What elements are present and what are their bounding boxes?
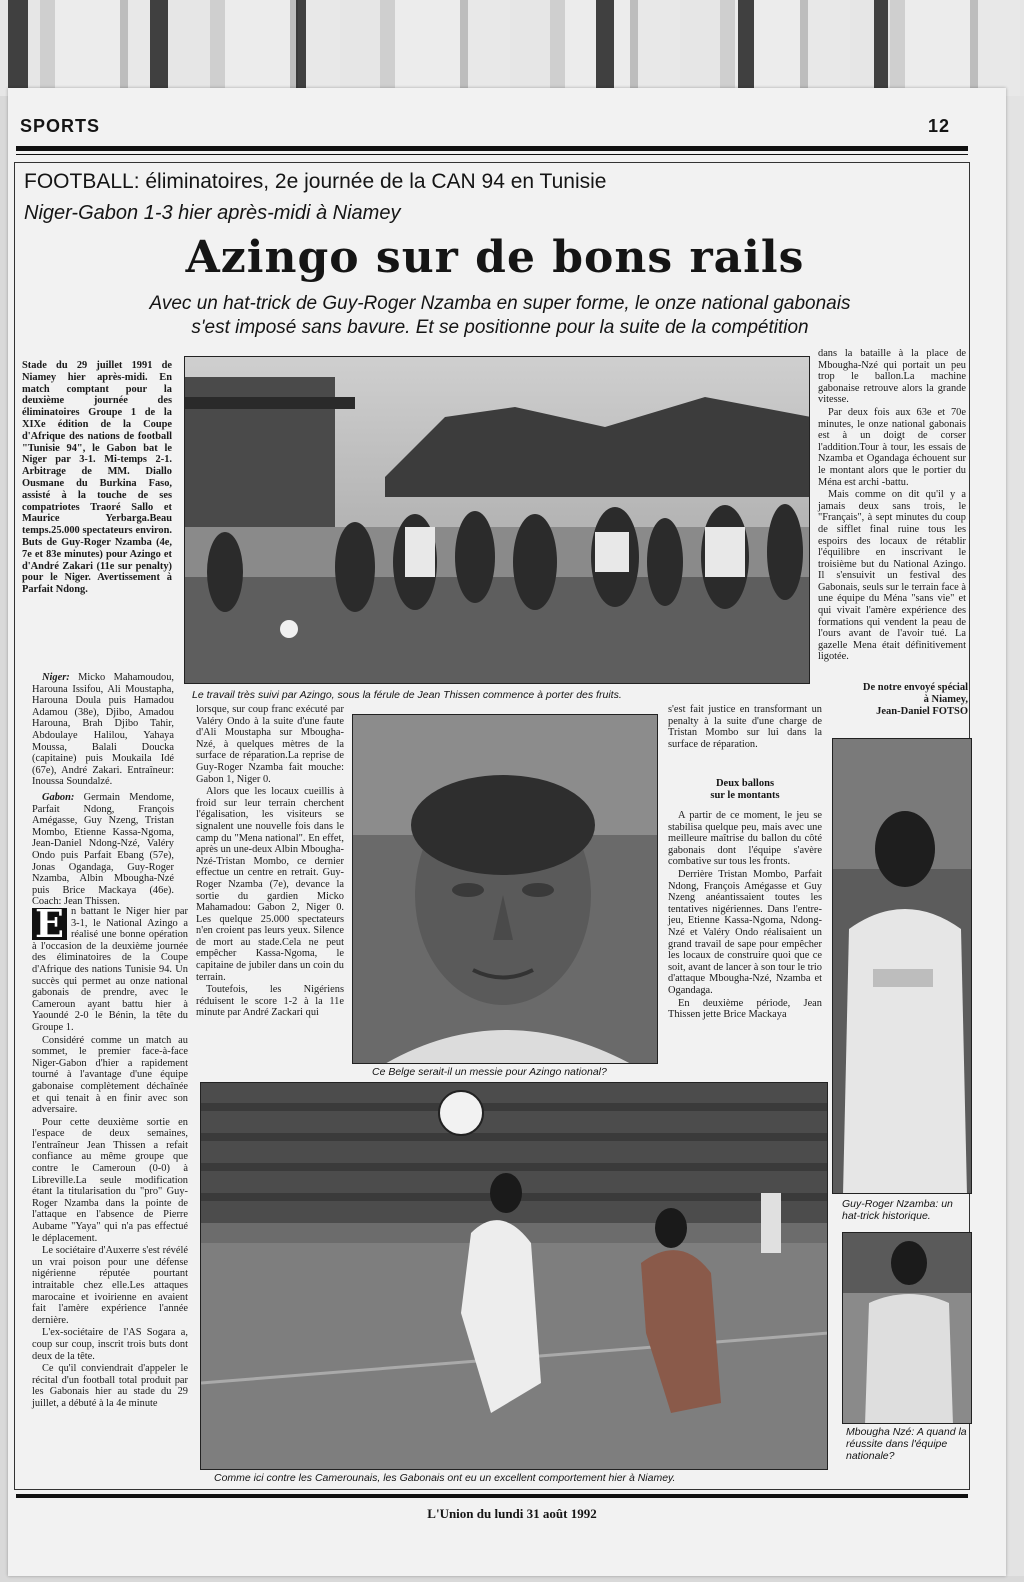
deck-line-2: s'est imposé sans bavure. Et se positionne pour la suite de la compétition	[191, 317, 809, 338]
gabon-lineup	[32, 792, 174, 908]
body-column-3	[668, 704, 822, 751]
col4-paragraph-2: Par deux fois aux 63e et 70e minutes, le onze national gabonais est à un doigt de corser l'addition.Tour à tour, les essais de Nzamba et Ogandaga échouent sur le montant alors que le portier du Ména est archi -battu.	[818, 406, 966, 488]
subhead-line-1: Deux ballons	[715, 778, 775, 789]
match-factbox	[22, 360, 172, 597]
niger-lineup-text: Micko Mahamoudou, Harouna Issifou, Ali Moustapha, Harouna Doula puis Hamadou Adamou (38e), Djibo, Amadou Harouna, Brah Djibo Tahir, Abdoulaye Halilou, Yahaya Moussa, Balali Doucka (capitaine) puis Moukaila Idé (67e), André Zakari. Entraîneur: Inoussa Soundalzé.	[32, 672, 174, 788]
article-deck	[60, 292, 940, 340]
col1-paragraph-3: Pour cette deuxième sortie en l'espace de deux semaines, l'entraîneur Jean Thissen a refait confiance au même groupe que contre le Cameroun (0-0) à Libreville.La seule modification étant la titularisation du "pro" Guy-Roger Nzamba dans la pointe de l'attaque en l'absence de Pierre Aubame "Yaya" qui n'a pas effectué le déplacement.	[32, 1116, 188, 1244]
col1-paragraph-6: Ce qu'il conviendrait d'appeler le récital d'un football total produit par les Gabonais hier au stade du 29 juillet, a débuté à la 4e minute	[32, 1363, 188, 1409]
gabon-label: Gabon:	[42, 791, 75, 803]
coach-portrait-photo	[352, 714, 658, 1064]
article-kicker: FOOTBALL: éliminatoires, 2e journée de la CAN 94 en Tunisie	[24, 170, 607, 193]
team-training-photo	[184, 356, 810, 684]
col4-paragraph-1: dans la bataille à la place de Mbougha-Nzé qui portait un peu trop le ballon.La machine gabonaise retrouve alors la grande vitesse.	[818, 348, 966, 406]
byline-line-3: Jean-Daniel FOTSO	[876, 706, 968, 717]
footer-rule	[16, 1494, 968, 1498]
niger-lineup	[32, 672, 174, 788]
body-column-3b	[668, 810, 822, 1022]
section-subhead	[668, 778, 822, 802]
subhead-line-2: sur le montants	[710, 790, 780, 801]
mbougha-photo-graphic	[843, 1233, 972, 1424]
col3-paragraph-4: En deuxième période, Jean Thissen jette Brice Mackaya	[668, 997, 822, 1021]
body-column-4	[818, 348, 966, 664]
byline-line-1: De notre envoyé spécial	[862, 682, 968, 693]
col1-paragraph-4: Le sociétaire d'Auxerre s'est révélé un vrai poison pour une défense nigérienne réputée pourtant intraitable chez elle.Les attaques marocaine et ivoirienne en avaient fait l'amère expérience l'année dernière.	[32, 1245, 188, 1326]
page-number: 12	[928, 116, 951, 136]
scan-top-strip	[0, 0, 1024, 96]
team-photo-caption: Le travail très suivi par Azingo, sous la férule de Jean Thissen commence à porter des fruits.	[192, 689, 622, 701]
body-column-2	[196, 704, 344, 1020]
col3-paragraph-1: s'est fait justice en transformant un penalty à la suite d'une charge de Tristan Mombo sur lui dans la surface de réparation.	[668, 704, 822, 750]
mbougha-photo	[842, 1232, 972, 1424]
team-training-photo-graphic	[185, 357, 810, 684]
mbougha-photo-caption: Mbougha Nzé: A quand la réussite dans l'équipe nationale?	[846, 1426, 967, 1462]
header-rule-thin	[16, 154, 968, 155]
deck-line-1: Avec un hat-trick de Guy-Roger Nzamba en super forme, le onze national gabonais	[149, 293, 851, 314]
match-photo-caption: Comme ici contre les Camerounais, les Gabonais ont eu un excellent comportement hier à Niamey.	[214, 1472, 676, 1484]
article-subkicker: Niger-Gabon 1-3 hier après-midi à Niamey	[24, 202, 401, 224]
match-action-graphic	[201, 1083, 828, 1470]
col2-paragraph-3: Toutefois, les Nigériens réduisent le score 1-2 à la 11e minute par André Zackari qui	[196, 984, 344, 1019]
header-rule	[16, 146, 968, 151]
nzamba-photo	[832, 738, 972, 1194]
factbox-text: Stade du 29 juillet 1991 de Niamey hier après-midi. En match comptant pour la deuxième journée des éliminatoires Groupe 1 de la XIXe édition de la Coupe d'Afrique des nations de football "Tunisie 94", le Gabon bat le Niger par 3-1. Mi-temps 2-1. Arbitrage de MM. Diallo Ousmane du Burkina Faso, assisté à la touche de ses compatriotes Traoré Sallo et Maurice Yerbarga.Beau temps.25.000 spectateurs environ. Buts de Guy-Roger Nzamba (4e, 7e et 83e minutes) pour Azingo et d'André Zakari (11e sur penalty) pour le Niger. Avertissement à Parfait Ndong.	[22, 360, 172, 596]
publication-footer: L'Union du lundi 31 août 1992	[427, 1506, 597, 1521]
col1-paragraph-2: Considéré comme un match au sommet, le premier face-à-face Niger-Gabon d'hier a rapidement tourné à l'avantage d'une équipe gabonaise complètement déchaînée et qui tenait à en finir avec son adversaire.	[32, 1034, 188, 1116]
drop-cap: E	[32, 908, 67, 940]
col1-paragraph-1	[32, 901, 188, 1034]
col1-paragraph-5: L'ex-sociétaire de l'AS Sogara a, coup sur coup, inscrit trois buts dont deux de la tête.	[32, 1327, 188, 1362]
col3-paragraph-2: A partir de ce moment, le jeu se stabilisa quelque peu, mais avec une meilleure maîtrise du ballon du côté gabonais dont l'équipe s'avère combative sur tous les fronts.	[668, 810, 822, 868]
byline-line-2: à Niamey,	[923, 694, 968, 705]
nzamba-photo-graphic	[833, 739, 972, 1194]
col2-paragraph-2: Alors que les locaux cueillis à froid sur leur terrain cherchent l'égalisation, les visiteurs se signalent une nouvelle fois dans le camp du "Mena national". En effet, après un une-deux Albin Mbougha-Nzé-Tristan Mombo, ce dernier effectue un centre en retrait. Guy-Roger Nzamba (7e), devance la sortie du gardien Micko Mahamadou: Gabon 2, Niger 0. Les quelque 25.000 spectateurs n'en croient pas leurs yeux. Silence de mort au stade.Cela ne peut empêcher Kassa-Ngoma, le capitaine de jubiler dans un coin du terrain.	[196, 786, 344, 983]
coach-photo-caption: Ce Belge serait-il un messie pour Azingo national?	[372, 1066, 607, 1078]
article-headline: Azingo sur de bons rails	[185, 232, 805, 283]
match-action-photo	[200, 1082, 828, 1470]
byline	[818, 682, 968, 718]
lineups	[32, 672, 174, 909]
coach-portrait-graphic	[353, 715, 658, 1064]
col2-paragraph-1: lorsque, sur coup franc exécuté par Valéry Ondo à la suite d'une faute d'Ali Moustapha sur Mbougha-Nzé, à quelques mètres de la surface de réparation.La reprise de Guy-Roger Nzamba fait mouche: Gabon 1, Niger 0.	[196, 704, 344, 785]
col1-p1-text: n battant le Niger hier par 3-1, le National Azingo a réalisé une bonne opération à l'occasion de la deuxième journée des éliminatoires de la Coupe d'Afrique des nations Tunisie 94. Un succès qui permet au onze national gabonais de prendre, avec le Cameroun ayant battu hier à Yaoundé 2-0 le Bénin, la tête du Groupe 1.	[32, 906, 188, 1033]
body-column-1	[32, 901, 188, 1411]
nzamba-photo-caption: Guy-Roger Nzamba: un hat-trick historique.	[842, 1198, 953, 1222]
col3-paragraph-3: Derrière Tristan Mombo, Parfait Ndong, François Amégasse et Guy Nzeng anéantissaient toutes les tentatives nigériennes. Dans l'entre-jeu, Etienne Kassa-Ngoma, Ndong-Nzé et Valéry Ondo réalisaient un grand travail de sape pour empêcher les locaux de construire quoi que ce soit, avant de lancer à son tour le trio d'attaque Mbougha-Nzé, Nzamba et Ogandaga.	[668, 868, 822, 996]
gabon-lineup-text: Germain Mendome, Parfait Ndong, François Amégasse, Guy Nzeng, Tristan Mombo, Etienne Kassa-Ngoma, Jean-Daniel Ndong-Nzé, Valéry Ondo puis Parfait Ebang (57e), Jonas Ogandaga, Guy-Roger Nzamba, Albin Mbougha-Nzé puis Brice Mackaya (46e). Coach: Jean Thissen.	[32, 791, 174, 908]
section-label: SPORTS	[20, 116, 101, 136]
niger-label: Niger:	[42, 672, 70, 683]
col4-paragraph-3: Mais comme on dit qu'il y a jamais deux sans trois, le "Français", à sept minutes du coup de sifflet final ruine tous les espoirs des locaux de rétablir l'équilibre en inscrivant le troisième but du National Azingo. Il s'ensuivit un festival des Gabonais, seuls sur le terrain face à une équipe du Ména "sans vie" et qui vivait l'amère expérience des formations qui vendent la peau de l'ours avant de l'avoir tué. La gazelle Mena était définitivement ligotée.	[818, 489, 966, 663]
